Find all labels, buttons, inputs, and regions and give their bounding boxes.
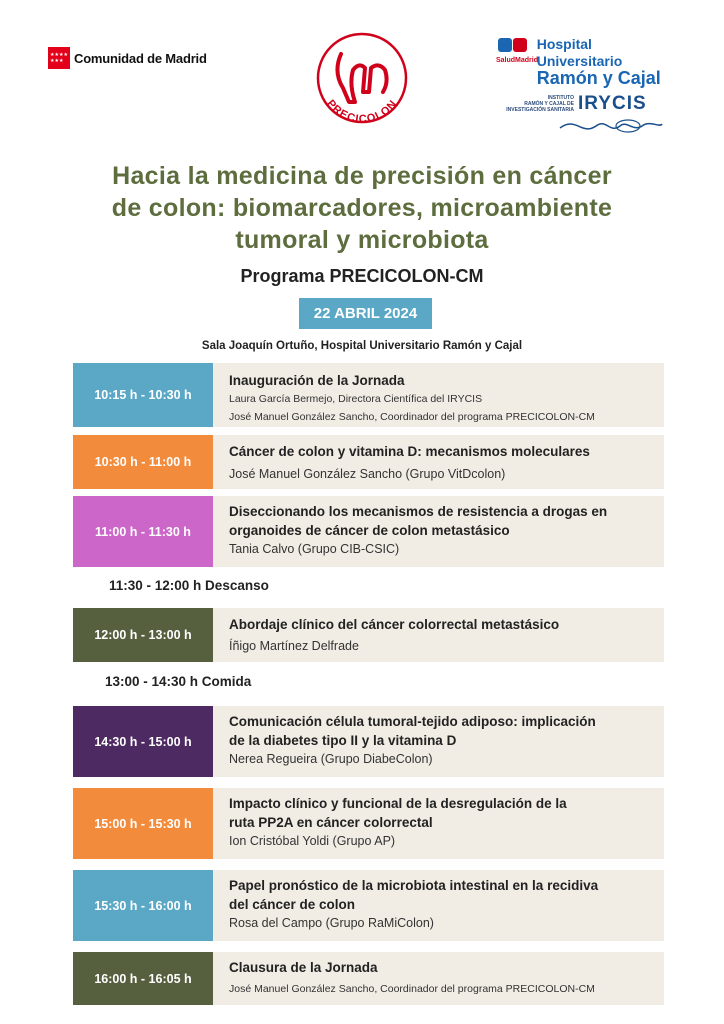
session-time: 15:00 h - 15:30 h [73,788,213,859]
session-row [73,608,664,662]
date-badge: 22 ABRIL 2024 [299,298,432,329]
session-time: 10:30 h - 11:00 h [73,435,213,489]
session-speaker: Íñigo Martínez Delfrade [229,639,359,653]
session-speaker: José Manuel González Sancho (Grupo VitDcolon) [229,467,506,481]
session-title: Cáncer de colon y vitamina D: mecanismos moleculares [229,444,590,459]
session-speaker: Ion Cristóbal Yoldi (Grupo AP) [229,834,396,848]
svg-text:PRECICOLON [324,98,400,126]
session-time: 14:30 h - 15:00 h [73,706,213,777]
break-comida: 13:00 - 14:30 h Comida [105,674,252,689]
page-title: Hacia la medicina de precisión en cáncer de colon: biomarcadores, microambiente tumoral y microbiota [111,162,613,254]
comunidad-de-madrid-logo [48,47,207,69]
session-speaker: José Manuel González Sancho, Coordinador del programa PRECICOLON-CM [229,983,595,995]
session-row [73,363,664,427]
session-title: Comunicación célula tumoral-tejido adiposo: implicación [229,714,596,729]
irycis-label: IRYCIS [578,93,647,114]
salud-madrid-icon: SaludMadrid [496,36,529,70]
hospital-ramon-y-cajal-logo [496,36,676,115]
session-title: Clausura de la Jornada [229,960,378,975]
hospital-name-line2: Ramón y Cajal [536,68,661,88]
session-title: Diseccionando los mecanismos de resistencia a drogas en [229,504,608,519]
session-row [73,952,664,1005]
session-row [73,706,664,777]
precicolon-label: PRECICOLON [324,97,400,126]
session-title: de la diabetes tipo II y la vitamina D [229,733,457,748]
session-speaker: Tania Calvo (Grupo CIB-CSIC) [229,542,400,556]
session-title: organoides de cáncer de colon metastásico [229,523,510,538]
session-title: del cáncer de colon [229,897,356,912]
session-title: Papel pronóstico de la microbiota intestinal en la recidiva [229,878,599,893]
program-subtitle: Programa PRECICOLON-CM [240,266,484,286]
session-speaker: Laura García Bermejo, Directora Científica del IRYCIS [229,393,483,405]
session-time: 16:00 h - 16:05 h [73,952,213,1005]
session-title: Inauguración de la Jornada [229,373,405,388]
session-title: Abordaje clínico del cáncer colorrectal metastásico [229,617,560,632]
comunidad-label: Comunidad de Madrid [74,50,207,66]
session-speaker: Nerea Regueira (Grupo DiabeColon) [229,752,433,766]
session-row [73,435,664,489]
session-time: 15:30 h - 16:00 h [73,870,213,941]
session-title: ruta PP2A en cáncer colorrectal [229,815,433,830]
signature-flourish-icon [556,112,666,138]
session-speaker: José Manuel González Sancho, Coordinador del programa PRECICOLON-CM [229,411,595,423]
session-time: 11:00 h - 11:30 h [73,496,213,567]
hospital-name-line1: Hospital Universitario [536,36,623,69]
session-time: 12:00 h - 13:00 h [73,608,213,662]
venue-text: Sala Joaquín Ortuño, Hospital Universitario Ramón y Cajal [201,340,523,352]
session-speaker: Rosa del Campo (Grupo RaMiColon) [229,916,434,930]
irycis-logo: INSTITUTO RAMÓN Y CAJAL DE INVESTIGACIÓN SANITARIA IRYCIS [506,93,647,114]
session-row [73,788,664,859]
session-row [73,870,664,941]
session-title: Impacto clínico y funcional de la desregulación de la [229,796,567,811]
session-row [73,496,664,567]
madrid-flag-icon: ★ ★ ★ ★ ★ ★ ★ [48,47,70,69]
break-descanso: 11:30 - 12:00 h Descanso [109,578,269,593]
session-time: 10:15 h - 10:30 h [73,363,213,427]
precicolon-logo [303,26,421,136]
